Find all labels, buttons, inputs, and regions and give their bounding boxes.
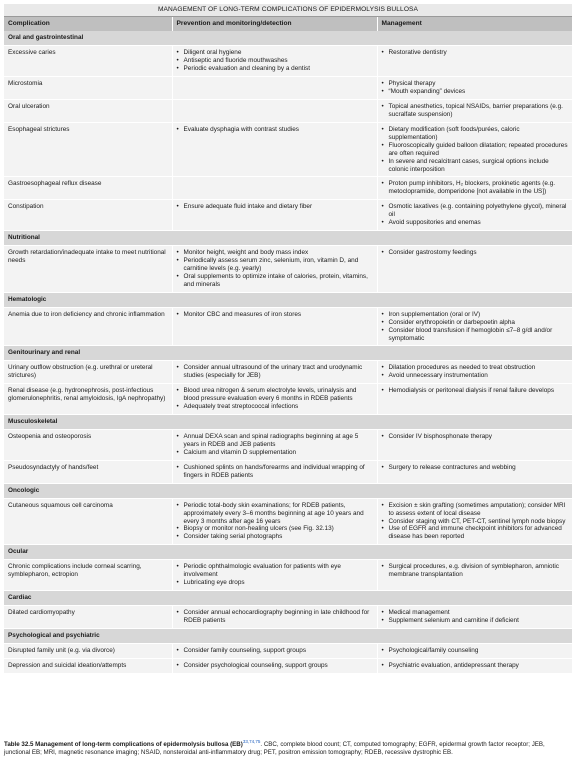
table-row <box>4 46 572 77</box>
complication-cell: Oral ulceration <box>4 99 172 122</box>
section-title: Oral and gastrointestinal <box>4 31 572 45</box>
column-header-prevention: Prevention and monitoring/detection <box>172 17 377 32</box>
complication-cell: Pseudosyndactyly of hands/feet <box>4 460 172 483</box>
management-item: • Consider gastrostomy feedings <box>382 249 569 257</box>
management-item: • In severe and recalcitrant cases, surgical options include colonic interposition <box>382 158 569 174</box>
complication-cell: Renal disease (e.g. hydronephrosis, post-infectious glomerulonephritis, renal amyloidosis, IgA nephropathy) <box>4 384 172 415</box>
table-row <box>4 460 572 483</box>
table-row <box>4 361 572 384</box>
prevention-item: • Antiseptic and fluoride mouthwashes <box>177 57 373 65</box>
section-header-row <box>4 292 572 307</box>
complication-cell: Depression and suicidal ideation/attempts <box>4 658 172 673</box>
complication-cell: Constipation <box>4 200 172 231</box>
table-caption <box>4 739 572 756</box>
table-row <box>4 200 572 231</box>
prevention-item: • Diligent oral hygiene <box>177 49 373 57</box>
complication-cell: Growth retardation/inadequate intake to meet nutritional needs <box>4 246 172 293</box>
prevention-item: • Consider psychological counseling, support groups <box>177 662 373 670</box>
prevention-list <box>177 563 373 587</box>
prevention-item: • Oral supplements to optimize intake of calories, protein, vitamins, and minerals <box>177 273 373 289</box>
section-title: Oncologic <box>4 483 572 498</box>
management-item: • Dietary modification (soft foods/purées, caloric supplementation) <box>382 126 569 142</box>
prevention-list <box>177 311 373 319</box>
section-header-row <box>4 483 572 498</box>
prevention-list <box>177 387 373 411</box>
management-list <box>382 609 569 625</box>
management-item: • Iron supplementation (oral or IV) <box>382 311 569 319</box>
complication-cell: Dilated cardiomyopathy <box>4 606 172 629</box>
caption-text: . CBC, complete blood count; CT, computed tomography; EGFR, epidermal growth factor receptor; JEB, junctional EB; MRI, magnetic resonance imaging; NSAID, nonsteroidal anti-inflammatory drug; PET, positron emission tomography; RDEB, recessive dystrophic EB. <box>4 741 545 756</box>
management-cell <box>377 99 572 122</box>
prevention-item: • Calcium and vitamin D supplementation <box>177 449 373 457</box>
prevention-item: • Monitor CBC and measures of iron stores <box>177 311 373 319</box>
management-item: • Use of EGFR and immune checkpoint inhibitors for advanced disease has been reported <box>382 525 569 541</box>
prevention-item: • Periodic ophthalmologic evaluation for patients with eye involvement <box>177 563 373 579</box>
management-list <box>382 311 569 343</box>
management-item: • Psychiatric evaluation, antidepressant therapy <box>382 662 569 670</box>
management-list <box>382 433 569 441</box>
management-item: • Restorative dentistry <box>382 49 569 57</box>
management-list <box>382 249 569 257</box>
complication-cell: Cutaneous squamous cell carcinoma <box>4 498 172 545</box>
table-row <box>4 177 572 200</box>
management-list <box>382 662 569 670</box>
prevention-cell <box>172 643 377 658</box>
prevention-list <box>177 609 373 625</box>
prevention-cell <box>172 77 377 100</box>
management-item: • Surgical procedures, e.g. division of symblepharon, amniotic membrane transplantation <box>382 563 569 579</box>
management-item: • Consider staging with CT, PET-CT, sentinel lymph node biopsy <box>382 518 569 526</box>
management-cell <box>377 46 572 77</box>
table-row <box>4 77 572 100</box>
table-row <box>4 658 572 673</box>
management-item: • Psychological/family counseling <box>382 647 569 655</box>
table-row <box>4 606 572 629</box>
prevention-item: • Evaluate dysphagia with contrast studies <box>177 126 373 134</box>
complication-cell: Chronic complications include corneal scarring, symblepharon, ectropion <box>4 560 172 591</box>
prevention-item: • Biopsy or monitor non-healing ulcers (see Fig. 32.13) <box>177 525 373 533</box>
prevention-cell <box>172 460 377 483</box>
section-header-row <box>4 591 572 606</box>
prevention-list <box>177 662 373 670</box>
management-list <box>382 180 569 196</box>
section-header-row <box>4 231 572 246</box>
management-cell <box>377 606 572 629</box>
management-item: • Consider blood transfusion if hemoglobin ≤7–8 g/dl and/or symptomatic <box>382 327 569 343</box>
prevention-cell <box>172 560 377 591</box>
section-header-row <box>4 415 572 430</box>
management-item: • Physical therapy <box>382 80 569 88</box>
prevention-item: • Periodically assess serum zinc, selenium, iron, vitamin D, and carnitine levels (e.g. yearly) <box>177 257 373 273</box>
table-row <box>4 384 572 415</box>
management-list <box>382 563 569 579</box>
prevention-cell <box>172 122 377 177</box>
prevention-cell <box>172 606 377 629</box>
section-title: Ocular <box>4 545 572 560</box>
management-list <box>382 387 569 395</box>
management-cell <box>377 560 572 591</box>
section-title: Musculoskeletal <box>4 415 572 430</box>
complication-cell: Microstomia <box>4 77 172 100</box>
prevention-cell <box>172 361 377 384</box>
table-row <box>4 498 572 545</box>
complication-cell: Urinary outflow obstruction (e.g. urethral or ureteral strictures) <box>4 361 172 384</box>
management-list <box>382 203 569 227</box>
table-row <box>4 560 572 591</box>
management-item: • Osmotic laxatives (e.g. containing polyethylene glycol), mineral oil <box>382 203 569 219</box>
prevention-list <box>177 364 373 380</box>
table-title: MANAGEMENT OF LONG-TERM COMPLICATIONS OF EPIDERMOLYSIS BULLOSA <box>4 4 572 17</box>
prevention-item: • Consider annual ultrasound of the urinary tract and urodynamic studies (especially for JEB) <box>177 364 373 380</box>
section-title: Cardiac <box>4 591 572 606</box>
table-row <box>4 643 572 658</box>
management-item: • Avoid unnecessary instrumentation <box>382 372 569 380</box>
table-row <box>4 307 572 346</box>
management-cell <box>377 246 572 293</box>
table-row <box>4 122 572 177</box>
prevention-cell <box>172 498 377 545</box>
table-row <box>4 246 572 293</box>
management-list <box>382 647 569 655</box>
management-item: • Surgery to release contractures and webbing <box>382 464 569 472</box>
section-title: Hematologic <box>4 292 572 307</box>
management-cell <box>377 200 572 231</box>
prevention-item: • Monitor height, weight and body mass index <box>177 249 373 257</box>
management-cell <box>377 643 572 658</box>
prevention-list <box>177 464 373 480</box>
prevention-cell <box>172 658 377 673</box>
management-list <box>382 502 569 542</box>
prevention-item: • Annual DEXA scan and spinal radiographs beginning at age 5 years in RDEB and JEB patients <box>177 433 373 449</box>
management-list <box>382 103 569 119</box>
prevention-list <box>177 203 373 211</box>
caption-label: Table 32.5 Management of long-term complications of epidermolysis bullosa (EB) <box>4 741 243 749</box>
prevention-item: • Periodic evaluation and cleaning by a dentist <box>177 65 373 73</box>
prevention-cell <box>172 384 377 415</box>
prevention-cell <box>172 307 377 346</box>
caption-references: 33,74,75 <box>242 739 261 744</box>
prevention-item: • Blood urea nitrogen & serum electrolyte levels, urinalysis and blood pressure evaluation every 6 months in RDEB patients <box>177 387 373 403</box>
prevention-list <box>177 126 373 134</box>
complication-cell: Esophageal strictures <box>4 122 172 177</box>
management-list <box>382 80 569 96</box>
management-item: • Avoid suppositories and enemas <box>382 219 569 227</box>
prevention-item: • Adequately treat streptococcal infections <box>177 403 373 411</box>
section-title: Genitourinary and renal <box>4 346 572 361</box>
prevention-item: • Consider family counseling, support groups <box>177 647 373 655</box>
prevention-cell <box>172 430 377 461</box>
management-list <box>382 464 569 472</box>
prevention-cell <box>172 177 377 200</box>
management-item: • Topical anesthetics, topical NSAIDs, barrier preparations (e.g. sucralfate suspension) <box>382 103 569 119</box>
column-header-management: Management <box>377 17 572 32</box>
table-body <box>4 31 572 673</box>
management-list <box>382 364 569 380</box>
prevention-item: • Consider annual echocardiography beginning in late childhood for RDEB patients <box>177 609 373 625</box>
management-item: • Medical management <box>382 609 569 617</box>
prevention-list <box>177 249 373 289</box>
prevention-list <box>177 502 373 542</box>
complication-cell: Anemia due to iron deficiency and chronic inflammation <box>4 307 172 346</box>
table-row <box>4 99 572 122</box>
column-header-complication: Complication <box>4 17 172 32</box>
management-item: • Consider IV bisphosphonate therapy <box>382 433 569 441</box>
complication-cell: Disrupted family unit (e.g. via divorce) <box>4 643 172 658</box>
management-cell <box>377 658 572 673</box>
prevention-list <box>177 433 373 457</box>
section-header-row <box>4 545 572 560</box>
management-item: • Excision ± skin grafting (sometimes amputation); consider MRI to assess extent of local disease <box>382 502 569 518</box>
management-list <box>382 126 569 174</box>
section-title: Psychological and psychiatric <box>4 628 572 643</box>
management-cell <box>377 384 572 415</box>
prevention-cell <box>172 46 377 77</box>
management-list <box>382 49 569 57</box>
management-cell <box>377 430 572 461</box>
prevention-item: • Lubricating eye drops <box>177 579 373 587</box>
section-header-row <box>4 346 572 361</box>
management-cell <box>377 498 572 545</box>
management-cell <box>377 122 572 177</box>
management-cell <box>377 460 572 483</box>
management-item: • Fluoroscopically guided balloon dilatation; repeated procedures are often required <box>382 142 569 158</box>
management-cell <box>377 177 572 200</box>
table-row <box>4 430 572 461</box>
section-title: Nutritional <box>4 231 572 246</box>
prevention-cell <box>172 99 377 122</box>
management-item: • Proton pump inhibitors, H₂ blockers, prokinetic agents (e.g. metoclopramide, domperidone [not available in the US]) <box>382 180 569 196</box>
prevention-item: • Cushioned splints on hands/forearms and individual wrapping of fingers in RDEB patients <box>177 464 373 480</box>
section-header-row <box>4 31 572 45</box>
management-cell <box>377 307 572 346</box>
management-item: • Dilatation procedures as needed to treat obstruction <box>382 364 569 372</box>
complication-cell: Gastroesophageal reflux disease <box>4 177 172 200</box>
prevention-list <box>177 647 373 655</box>
section-header-row <box>4 628 572 643</box>
prevention-item: • Consider taking serial photographs <box>177 533 373 541</box>
prevention-cell <box>172 200 377 231</box>
management-cell <box>377 361 572 384</box>
management-item: • Hemodialysis or peritoneal dialysis if renal failure develops <box>382 387 569 395</box>
prevention-item: • Ensure adequate fluid intake and dietary fiber <box>177 203 373 211</box>
management-item: • Consider erythropoietin or darbepoetin alpha <box>382 319 569 327</box>
prevention-cell <box>172 246 377 293</box>
prevention-list <box>177 49 373 73</box>
complication-cell: Excessive caries <box>4 46 172 77</box>
management-item: • Supplement selenium and carnitine if deficient <box>382 617 569 625</box>
complications-table <box>4 4 572 674</box>
complication-cell: Osteopenia and osteoporosis <box>4 430 172 461</box>
management-item: • “Mouth expanding” devices <box>382 88 569 96</box>
prevention-item: • Periodic total-body skin examinations; for RDEB patients, approximately every 3–6 months beginning at age 10 years and every 3 months after age 16 years <box>177 502 373 526</box>
management-cell <box>377 77 572 100</box>
